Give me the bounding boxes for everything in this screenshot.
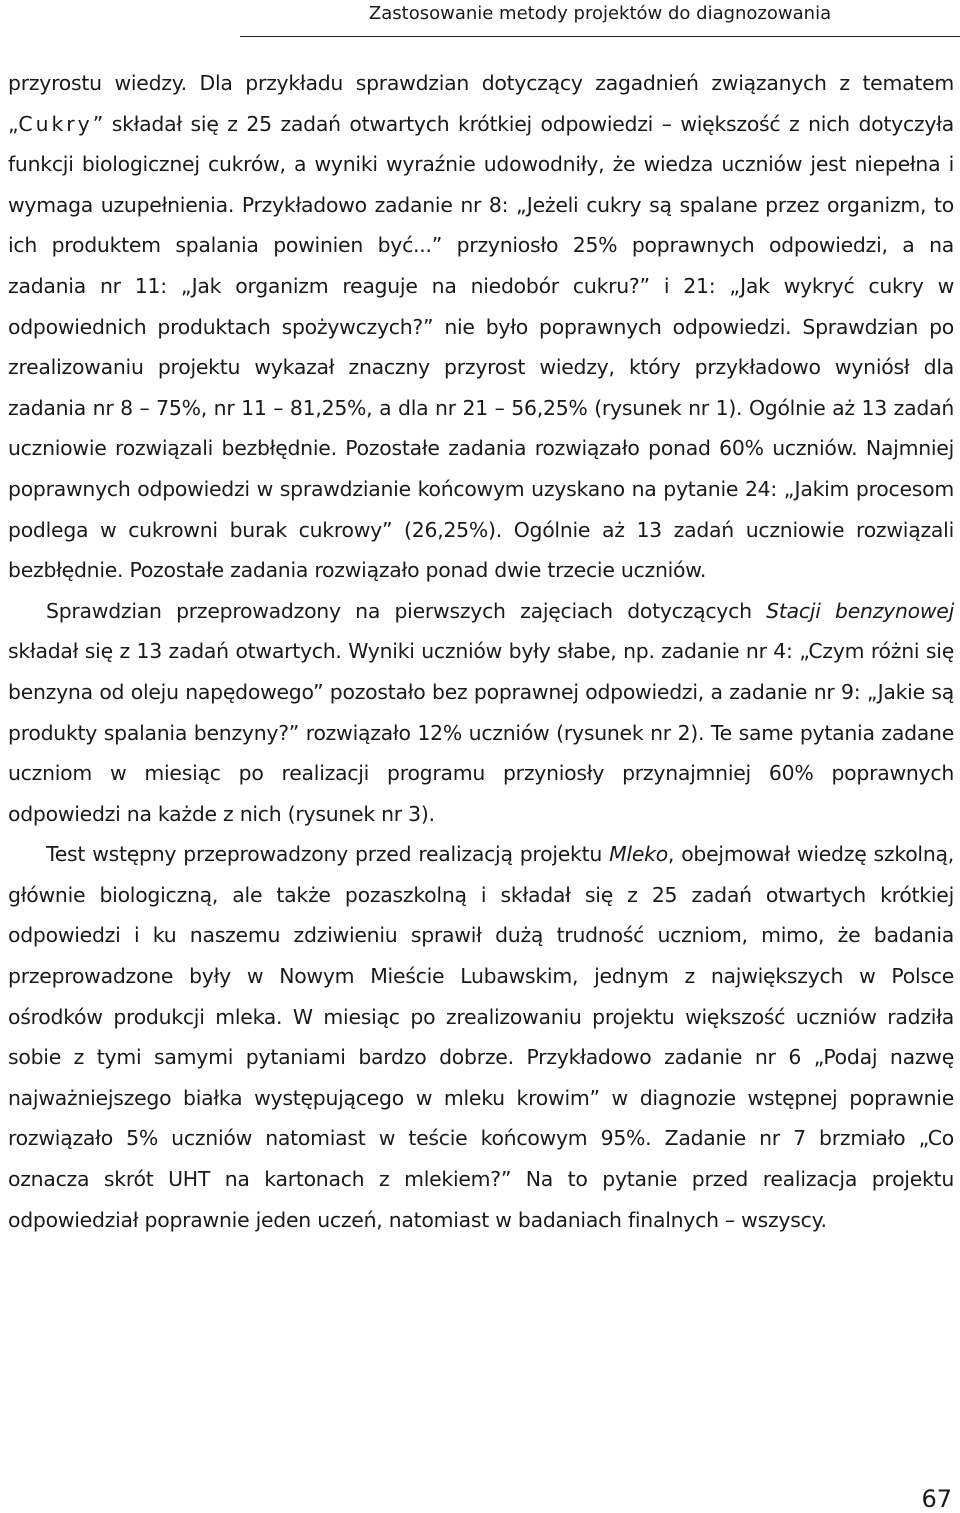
body-text	[8, 63, 954, 1240]
italic-title: Mleko	[609, 842, 668, 867]
paragraph-3: Test wstępny przeprowadzony przed realizacją projektu Mleko, obejmował wiedzę szkolną, głównie biologiczną, ale także pozaszkolną i składał się z 25 zadań otwartych krótkiej odpowiedzi i ku naszemu zdziwieniu sprawił dużą trudność uczniom, mimo, że badania przeprowadzone były w Nowym Mieście Lubawskim, jednym z największych w Polsce ośrodków produkcji mleka. W miesiąc po zrealizowaniu projektu większość uczniów radziła sobie z tymi samymi pytaniami bardzo dobrze. Przykładowo zadanie nr 6 „Podaj nazwę najważniejszego białka występującego w mleku krowim” w diagnozie wstępnej poprawnie rozwiązało 5% uczniów natomiast w teście końcowym 95%. Zadanie nr 7 brzmiało „Co oznacza skrót UHT na kartonach z mlekiem?” Na to pytanie przed realizacja projektu odpowiedział poprawnie jeden uczeń, natomiast w badaniach finalnych – wszyscy.	[8, 842, 954, 1232]
letterspaced-word: Cukry	[18, 111, 93, 136]
paragraph-2: Sprawdzian przeprowadzony na pierwszych zajęciach dotyczących Stacji benzynowej składał się z 13 zadań otwartych. Wyniki uczniów były słabe, np. zadanie nr 4: „Czym różni się benzyna od oleju napędowego” pozostało bez poprawnej odpowiedzi, a zadanie nr 9: „Jakie są produkty spalania benzyny?” rozwiązało 12% uczniów (rysunek nr 2). Te same pytania zadane uczniom w miesiąc po realizacji programu przyniosły przynajmniej 60% poprawnych odpowiedzi na każde z nich (rysunek nr 3).	[8, 598, 954, 826]
paragraph-1: przyrostu wiedzy. Dla przykładu sprawdzian dotyczący zagadnień związanych z tematem „Cukry” składał się z 25 zadań otwartych krótkiej odpowiedzi – większość z nich dotyczyła funkcji biologicznej cukrów, a wyniki wyraźnie udowodniły, że wiedza uczniów jest niepełna i wymaga uzupełnienia. Przykładowo zadanie nr 8: „Jeżeli cukry są spalane przez organizm, to ich produktem spalania powinien być...” przyniosło 25% poprawnych odpowiedzi, a na zadania nr 11: „Jak organizm reaguje na niedobór cukru?” i 21: „Jak wykryć cukry w odpowiednich produktach spożywczych?” nie było poprawnych odpowiedzi. Sprawdzian po zrealizowaniu projektu wykazał znaczny przyrost wiedzy, który przykładowo wyniósł dla zadania nr 8 – 75%, nr 11 – 81,25%, a dla nr 21 – 56,25% (rysunek nr 1). Ogólnie aż 13 zadań uczniowie rozwiązali bezbłędnie. Pozostałe zadania rozwiązało ponad 60% uczniów. Najmniej poprawnych odpowiedzi w sprawdzianie końcowym uzyskano na pytanie 24: „Jakim procesom podlega w cukrowni burak cukrowy” (26,25%). Ogólnie aż 13 zadań uczniowie rozwiązali bezbłędnie. Pozostałe zadania rozwiązało ponad dwie trzecie uczniów.	[8, 71, 954, 583]
running-header: Zastosowanie metody projektów do diagnozowania	[240, 0, 960, 37]
page-number: 67	[921, 1485, 952, 1513]
italic-title: Stacji benzynowej	[766, 598, 954, 623]
